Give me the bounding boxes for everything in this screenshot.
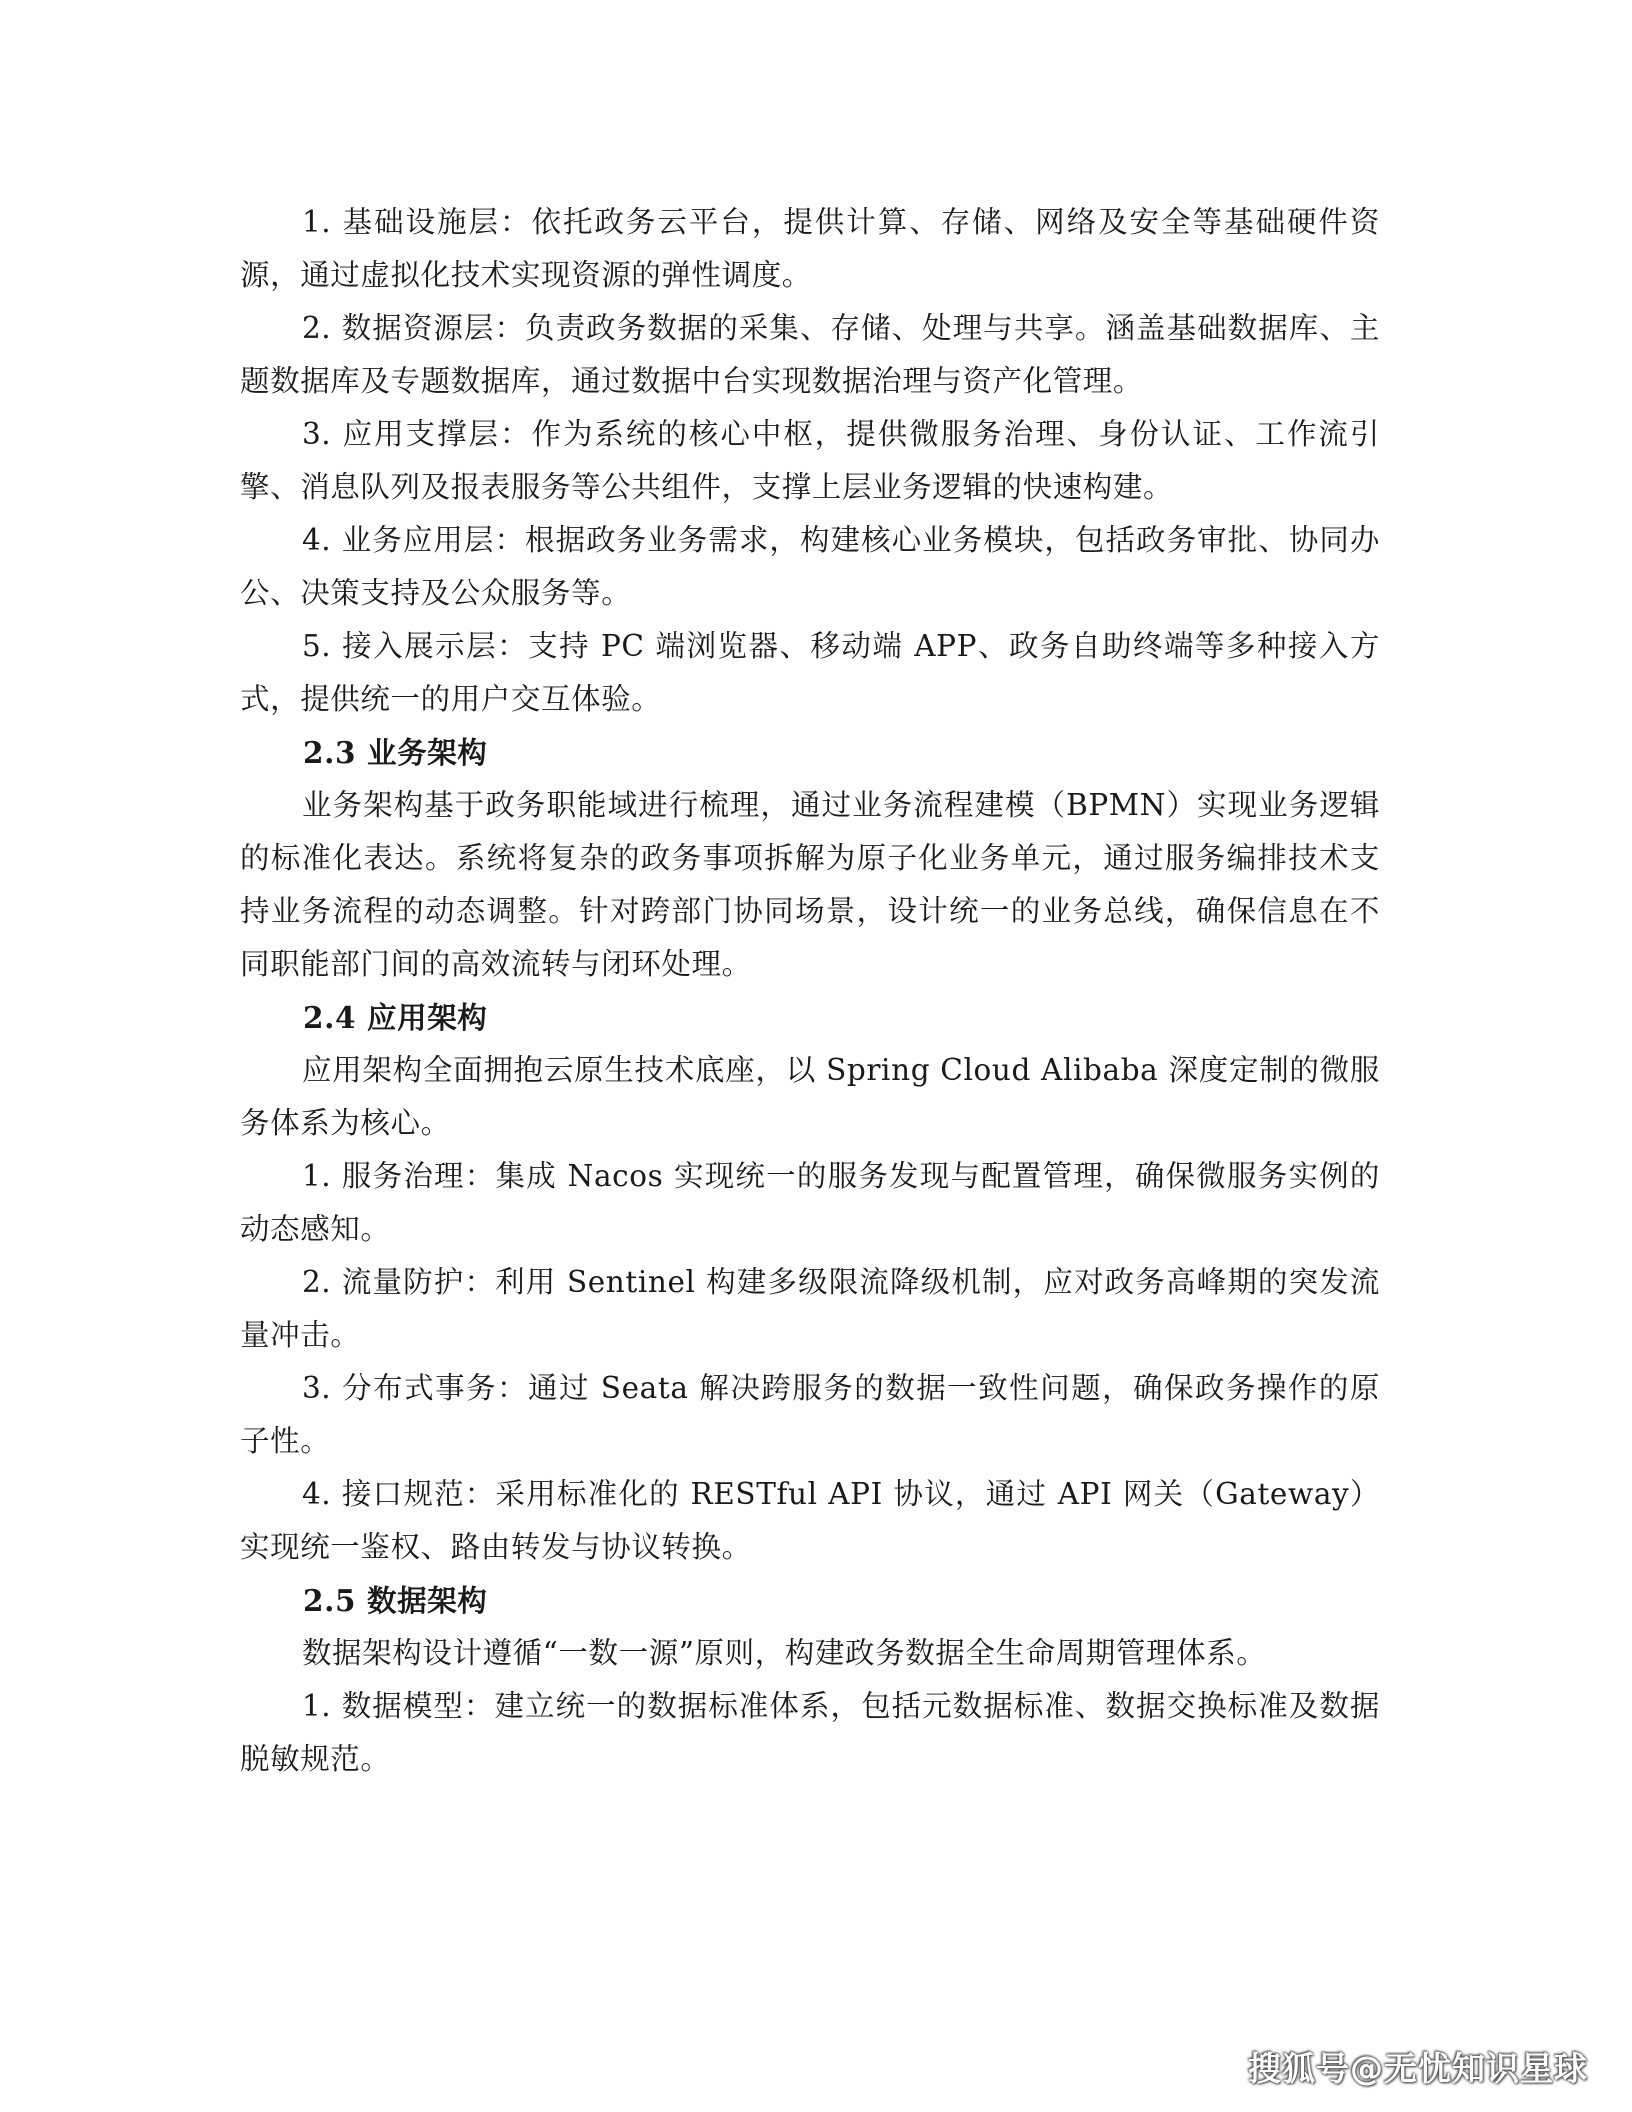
paragraph-application-architecture-intro: 应用架构全面拥抱云原生技术底座，以 Spring Cloud Alibaba 深度定制的微服务体系为核心。	[240, 1053, 1380, 1140]
section-heading-application-architecture: 2.4 应用架构	[303, 1000, 488, 1035]
paragraph-traffic-protection: 2. 流量防护：利用 Sentinel 构建多级限流降级机制，应对政务高峰期的突发流量冲击。	[240, 1265, 1380, 1352]
paragraph-data-architecture-intro: 数据架构设计遵循“一数一源”原则，构建政务数据全生命周期管理体系。	[301, 1636, 1267, 1670]
paragraph-application-support-layer: 3. 应用支撑层：作为系统的核心中枢，提供微服务治理、身份认证、工作流引擎、消息队列及报表服务等公共组件，支撑上层业务逻辑的快速构建。	[240, 417, 1380, 504]
paragraph-business-application-layer: 4. 业务应用层：根据政务业务需求，构建核心业务模块，包括政务审批、协同办公、决策支持及公众服务等。	[240, 523, 1380, 610]
section-heading-data-architecture: 2.5 数据架构	[303, 1583, 488, 1618]
paragraph-access-display-layer: 5. 接入展示层：支持 PC 端浏览器、移动端 APP、政务自助终端等多种接入方式，提供统一的用户交互体验。	[240, 629, 1380, 716]
watermark-text: 搜狐号@无忧知识星球	[1248, 2049, 1588, 2088]
paragraph-distributed-transaction: 3. 分布式事务：通过 Seata 解决跨服务的数据一致性问题，确保政务操作的原子性。	[240, 1371, 1380, 1458]
paragraph-data-resource-layer: 2. 数据资源层：负责政务数据的采集、存储、处理与共享。涵盖基础数据库、主题数据库及专题数据库，通过数据中台实现数据治理与资产化管理。	[240, 311, 1380, 398]
paragraph-interface-spec: 4. 接口规范：采用标准化的 RESTful API 协议，通过 API 网关（Gateway）实现统一鉴权、路由转发与协议转换。	[240, 1477, 1380, 1564]
section-heading-business-architecture: 2.3 业务架构	[303, 735, 488, 770]
paragraph-service-governance: 1. 服务治理：集成 Nacos 实现统一的服务发现与配置管理，确保微服务实例的动态感知。	[240, 1159, 1380, 1246]
paragraph-infrastructure-layer: 1. 基础设施层：依托政务云平台，提供计算、存储、网络及安全等基础硬件资源，通过虚拟化技术实现资源的弹性调度。	[240, 205, 1380, 292]
paragraph-business-architecture: 业务架构基于政务职能域进行梳理，通过业务流程建模（BPMN）实现业务逻辑的标准化表达。系统将复杂的政务事项拆解为原子化业务单元，通过服务编排技术支持业务流程的动态调整。针对跨部门协同场景，设计统一的业务总线，确保信息在不同职能部门间的高效流转与闭环处理。	[240, 788, 1380, 981]
document-body	[240, 196, 1380, 1786]
paragraph-data-model: 1. 数据模型：建立统一的数据标准体系，包括元数据标准、数据交换标准及数据脱敏规范。	[240, 1689, 1380, 1776]
